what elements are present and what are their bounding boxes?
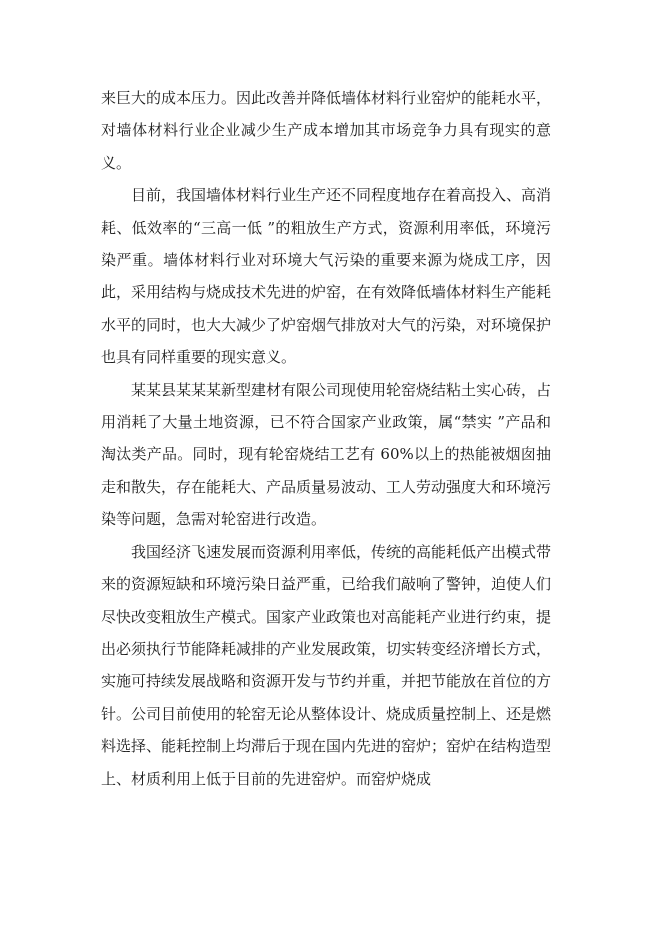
document-body <box>101 82 551 795</box>
paragraph-company-situation: 某某县某某某新型建材有限公司现使用轮窑烧结粘土实心砖，占用消耗了大量土地资源，已不符合国家产业政策，属“禁实 ”产品和淘汰类产品。同时，现有轮窑烧结工艺有 60%以上的热能被烟囱抽走和散失，存在能耗大、产品质量易波动、工人劳动强度大和环境污染等问题，急需对轮窑进行改造。 <box>101 380 552 529</box>
paragraph-current-status: 目前，我国墙体材料行业生产还不同程度地存在着高投入、高消耗、低效率的“三高一低 ”的粗放生产方式，资源利用率低，环境污染严重。墙体材料行业对环境大气污染的重要来源为烧成工序，因此，采用结构与烧成技术先进的炉窑，在有效降低墙体材料生产能耗水平的同时，也大大减少了炉窑烟气排放对大气的污染，对环境保护也具有同样重要的现实意义。 <box>101 186 552 367</box>
paragraph-policy-background: 我国经济飞速发展而资源利用率低，传统的高能耗低产出模式带来的资源短缺和环境污染日益严重，已给我们敲响了警钟，迫使人们尽快改变粗放生产模式。国家产业政策也对高能耗产业进行约束，提出必须执行节能降耗减排的产业发展政策，切实转变经济增长方式，实施可持续发展战略和资源开发与节约并重，并把节能放在首位的方针。公司目前使用的轮窑无论从整体设计、烧成质量控制上、还是燃料选择、能耗控制上均滞后于现在国内先进的窑炉；窑炉在结构造型上、材质利用上低于目前的先进窑炉。而窑炉烧成 <box>101 542 552 788</box>
paragraph-continuation: 来巨大的成本压力。因此改善并降低墙体材料行业窑炉的能耗水平，对墙体材料行业企业减少生产成本增加其市场竞争力具有现实的意义。 <box>101 89 552 172</box>
